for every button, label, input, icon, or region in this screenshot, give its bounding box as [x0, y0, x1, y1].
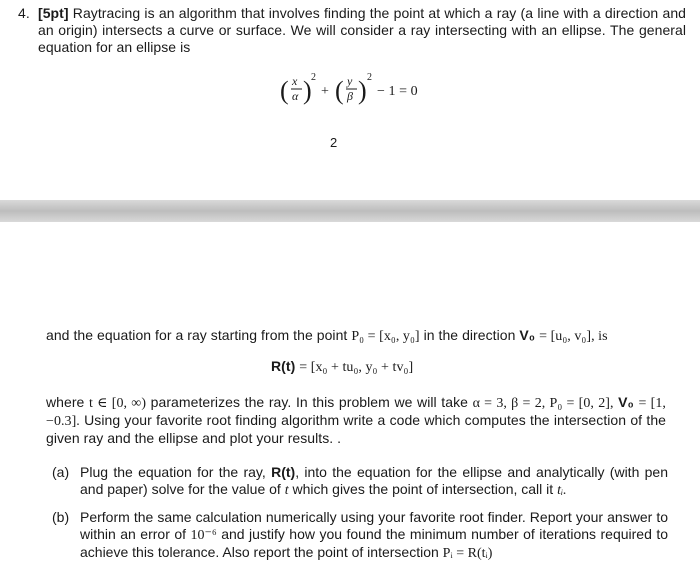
problem-number: 4. [18, 5, 30, 21]
page-number: 2 [330, 135, 338, 150]
setup-text-2: Using your favorite root finding algorithm write a code which computes the intersection of the given ray and the ellipse and plot your results. . [46, 412, 666, 446]
ellipse-equation-graphic [280, 68, 440, 112]
part-a-t: t [284, 483, 289, 498]
setup-paragraph [46, 394, 666, 447]
problem-statement [18, 5, 686, 56]
ray-p0-def: P₀ = [x₀, y₀] [351, 329, 420, 344]
ellipse-equation [280, 68, 440, 112]
setup-v0-value: = [1, −0.3]. [46, 396, 666, 429]
setup-where: where [46, 394, 85, 410]
ray-text-mid: in the direction [423, 327, 516, 343]
svg-text:x: x [292, 74, 298, 88]
part-a-text [80, 464, 668, 499]
part-a [52, 464, 668, 504]
ray-v0-def: = [u₀, v₀], is [539, 329, 608, 344]
part-b [52, 509, 668, 565]
part-a-r: R(t) [271, 464, 296, 480]
svg-text:2: 2 [311, 72, 317, 83]
ray-equation-rhs: = [x₀ + tu₀, y₀ + tv₀] [299, 360, 414, 375]
svg-text:2: 2 [367, 72, 373, 83]
setup-params: α = 3, β = 2, P₀ = [0, 2], [472, 396, 614, 411]
svg-text:α: α [292, 89, 299, 103]
part-b-text [80, 509, 668, 562]
svg-text:): ) [358, 76, 367, 105]
svg-text:− 1 = 0: − 1 = 0 [377, 84, 418, 99]
part-a-text-3: which gives the point of intersection, call it [292, 481, 554, 497]
part-b-pi: Pᵢ = R(tᵢ) [442, 546, 493, 561]
svg-text:(: ( [335, 76, 344, 105]
part-b-text-2: and justify how you found the minimum number of iterations required to achieve this tolerance. Also report the point of intersection [80, 526, 668, 560]
part-b-tolerance: 10⁻⁶ [190, 528, 217, 543]
setup-t-range: t ∈ [0, ∞) [89, 396, 147, 411]
ray-paragraph [46, 327, 666, 345]
ray-text-before: and the equation for a ray starting from the point [46, 327, 348, 343]
page-divider [0, 200, 700, 222]
part-a-label: (a) [52, 464, 70, 480]
part-a-text-1: Plug the equation for the ray, [80, 464, 266, 480]
setup-v0-symbol: V₀ [618, 394, 634, 410]
ray-equation [271, 358, 413, 376]
svg-text:y: y [347, 74, 353, 88]
svg-text:): ) [303, 76, 312, 105]
svg-text:β: β [347, 89, 354, 103]
ray-v0-symbol: V₀ [519, 327, 536, 343]
problem-intro: Raytracing is an algorithm that involves finding the point at which a ray (a line with a direction and an origin) intersects a curve or surface. We will consider a ray intersecting with an ellipse. The general equation for an ellipse is [38, 5, 686, 55]
part-a-ti: tᵢ. [557, 483, 567, 498]
setup-text-1: parameterizes the ray. In this problem we will take [150, 394, 468, 410]
problem-points: [5pt] [38, 5, 69, 21]
svg-text:+: + [321, 84, 329, 99]
svg-text:(: ( [280, 76, 289, 105]
ray-equation-lhs: R(t) [271, 358, 296, 374]
part-b-label: (b) [52, 509, 70, 525]
part-b-text-1: Perform the same calculation numerically using your favorite root finder. Report your answer to within an error of [80, 509, 668, 542]
part-a-text-2: , into the equation for the ellipse and analytically (with pen and paper) solve for the value of [80, 464, 669, 497]
